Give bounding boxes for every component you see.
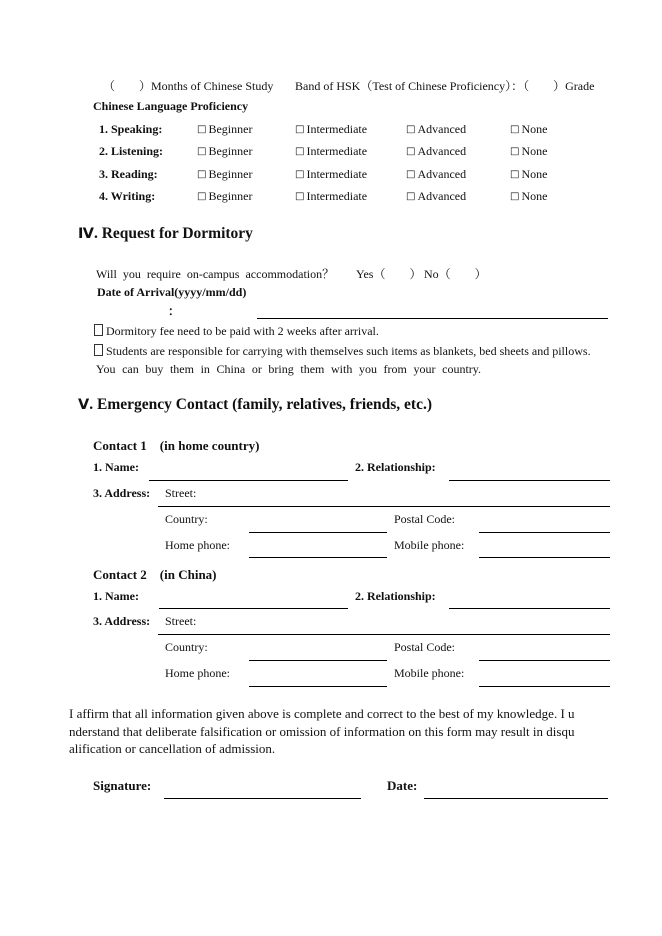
relationship-label: 2. Relationship: — [355, 589, 436, 603]
name-input[interactable] — [159, 608, 348, 609]
checkbox-icon[interactable]: □ — [295, 191, 305, 202]
proficiency-row-listening — [0, 144, 662, 160]
contact-heading: Contact 2 (in China) — [93, 567, 217, 582]
option-beginner[interactable]: □ Beginner — [197, 167, 253, 181]
checkbox-icon[interactable]: □ — [510, 146, 520, 157]
home-phone-input[interactable] — [249, 686, 387, 687]
option-none[interactable]: □ None — [510, 144, 548, 158]
affirmation-line: nderstand that deliberate falsification or omission of information on this form may result in disqu — [69, 723, 575, 739]
affirmation-statement — [69, 705, 609, 758]
postal-code-label: Postal Code: — [394, 640, 456, 654]
accommodation-no-option[interactable]: No（ ） — [424, 267, 487, 281]
street-label: Street: — [165, 486, 197, 500]
name-label: 1. Name: — [93, 589, 139, 603]
hsk-grade-field[interactable]: Band of HSK（Test of Chinese Proficiency）：（ ）Grade — [295, 79, 595, 93]
option-advanced[interactable]: □ Advanced — [406, 144, 467, 158]
checkbox-icon[interactable]: □ — [197, 169, 207, 180]
section-heading-emergency: Ⅴ. Emergency Contact (family, relatives, friends, etc.) — [78, 396, 433, 413]
option-advanced[interactable]: □ Advanced — [406, 122, 467, 136]
proficiency-title: Chinese Language Proficiency — [93, 99, 249, 113]
street-label: Street: — [165, 614, 197, 628]
address-label: 3. Address: — [93, 614, 151, 628]
checkbox-icon[interactable]: □ — [295, 169, 305, 180]
affirmation-line: alification or cancellation of admission. — [69, 741, 276, 756]
postal-code-input[interactable] — [479, 532, 610, 533]
dormitory-note-items: Students are responsible for carrying with themselves such items as blankets, bed sheets and pillows. — [94, 344, 591, 359]
dormitory-note-items-cont: You can buy them in China or bring them with you from your country. — [96, 362, 481, 376]
country-label: Country: — [165, 640, 208, 654]
mobile-phone-label: Mobile phone: — [394, 538, 465, 552]
checkbox-icon[interactable]: □ — [406, 146, 416, 157]
relationship-label: 2. Relationship: — [355, 460, 436, 474]
home-phone-label: Home phone: — [165, 538, 230, 552]
checkbox-icon[interactable]: □ — [510, 191, 520, 202]
checkbox-icon[interactable]: □ — [406, 191, 416, 202]
home-phone-label: Home phone: — [165, 666, 230, 680]
section-numeral: Ⅳ — [78, 226, 94, 242]
bullet-icon — [94, 344, 103, 356]
address-label: 3. Address: — [93, 486, 151, 500]
option-beginner[interactable]: □ Beginner — [197, 144, 253, 158]
signature-label: Signature: — [93, 778, 152, 793]
checkbox-icon[interactable]: □ — [197, 191, 207, 202]
country-label: Country: — [165, 512, 208, 526]
relationship-input[interactable] — [449, 608, 610, 609]
date-input[interactable] — [424, 798, 608, 799]
accommodation-question: Will you require on-campus accommodation？ — [96, 267, 335, 281]
proficiency-row-speaking — [0, 122, 662, 138]
dormitory-note-fee: Dormitory fee need to be paid with 2 weeks after arrival. — [94, 324, 379, 339]
option-none[interactable]: □ None — [510, 122, 548, 136]
mobile-phone-label: Mobile phone: — [394, 666, 465, 680]
street-input[interactable] — [158, 506, 610, 507]
checkbox-icon[interactable]: □ — [510, 169, 520, 180]
name-input[interactable] — [149, 480, 348, 481]
option-none[interactable]: □ None — [510, 167, 548, 181]
checkbox-icon[interactable]: □ — [295, 146, 305, 157]
option-intermediate[interactable]: □ Intermediate — [295, 167, 368, 181]
months-of-study-field[interactable]: （ ）Months of Chinese Study — [103, 79, 274, 93]
checkbox-icon[interactable]: □ — [197, 124, 207, 135]
proficiency-row-writing — [0, 189, 662, 205]
checkbox-icon[interactable]: □ — [406, 124, 416, 135]
mobile-phone-input[interactable] — [479, 557, 610, 558]
option-none[interactable]: □ None — [510, 189, 548, 203]
section-numeral: Ⅴ — [78, 397, 90, 413]
checkbox-icon[interactable]: □ — [295, 124, 305, 135]
option-intermediate[interactable]: □ Intermediate — [295, 189, 368, 203]
bullet-icon — [94, 324, 103, 336]
relationship-input[interactable] — [449, 480, 610, 481]
postal-code-input[interactable] — [479, 660, 610, 661]
skill-label: 3. Reading: — [99, 167, 158, 181]
arrival-date-label: Date of Arrival(yyyy/mm/dd) — [97, 285, 247, 299]
name-label: 1. Name: — [93, 460, 139, 474]
arrival-date-input[interactable] — [257, 318, 608, 319]
home-phone-input[interactable] — [249, 557, 387, 558]
checkbox-icon[interactable]: □ — [510, 124, 520, 135]
arrival-date-colon: ： — [168, 304, 181, 318]
checkbox-icon[interactable]: □ — [406, 169, 416, 180]
option-advanced[interactable]: □ Advanced — [406, 189, 467, 203]
checkbox-icon[interactable]: □ — [197, 146, 207, 157]
affirmation-line: I affirm that all information given above is complete and correct to the best of my knowledge. I u — [69, 706, 575, 721]
skill-label: 1. Speaking: — [99, 122, 163, 136]
contact-heading: Contact 1 (in home country) — [93, 438, 260, 453]
option-beginner[interactable]: □ Beginner — [197, 189, 253, 203]
postal-code-label: Postal Code: — [394, 512, 456, 526]
proficiency-row-reading — [0, 167, 662, 183]
option-intermediate[interactable]: □ Intermediate — [295, 122, 368, 136]
street-input[interactable] — [158, 634, 610, 635]
option-advanced[interactable]: □ Advanced — [406, 167, 467, 181]
accommodation-yes-option[interactable]: Yes（ ） — [356, 267, 422, 281]
section-heading-dormitory: Ⅳ. Request for Dormitory — [78, 225, 253, 242]
skill-label: 4. Writing: — [99, 189, 156, 203]
skill-label: 2. Listening: — [99, 144, 164, 158]
country-input[interactable] — [249, 660, 387, 661]
option-intermediate[interactable]: □ Intermediate — [295, 144, 368, 158]
date-label: Date: — [387, 778, 418, 793]
signature-input[interactable] — [164, 798, 361, 799]
country-input[interactable] — [249, 532, 387, 533]
mobile-phone-input[interactable] — [479, 686, 610, 687]
option-beginner[interactable]: □ Beginner — [197, 122, 253, 136]
